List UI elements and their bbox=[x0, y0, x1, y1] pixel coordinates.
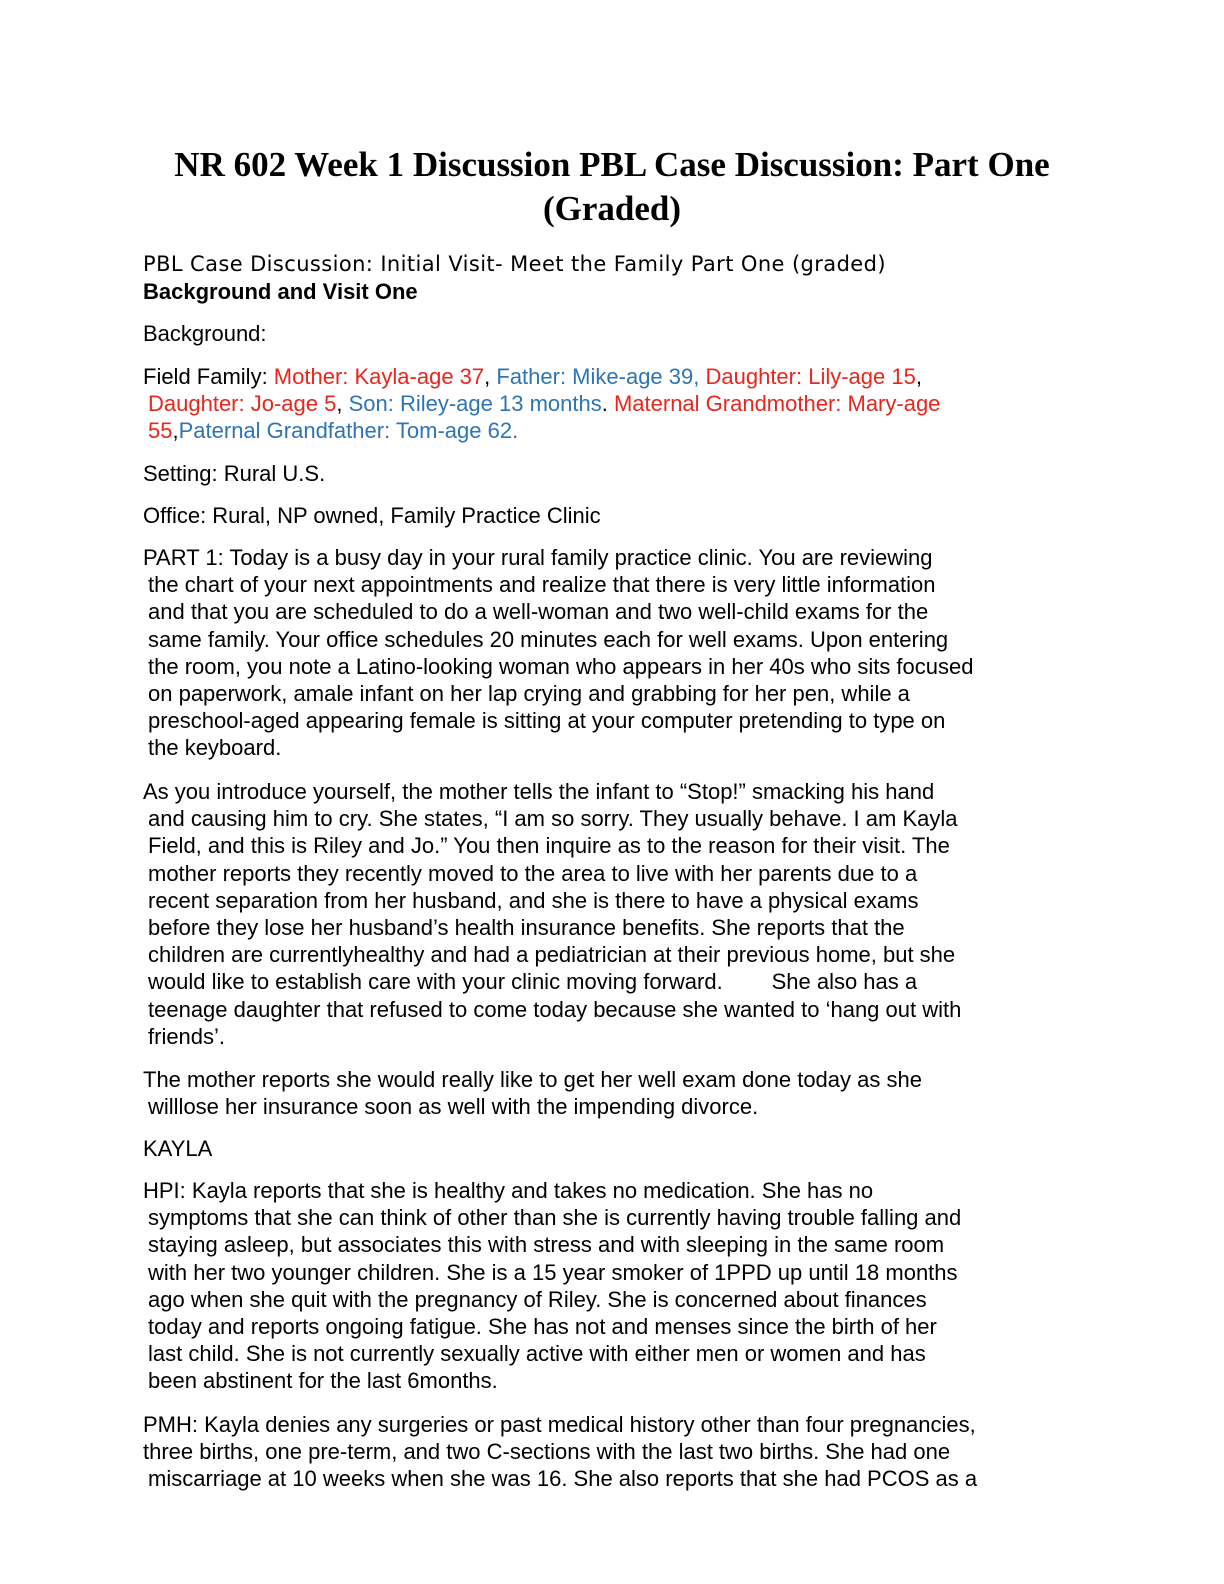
paragraph-line: and causing him to cry. She states, “I am so sorry. They usually behave. I am Kayla bbox=[148, 806, 958, 832]
family-line-1 bbox=[143, 363, 1083, 390]
family-paragraph bbox=[143, 363, 1083, 445]
paragraph-line: friends’. bbox=[148, 1023, 226, 1049]
family-son: Son: Riley-age 13 months bbox=[348, 391, 602, 417]
paragraph-line: been abstinent for the last 6months. bbox=[148, 1368, 498, 1394]
setting-line: Setting: Rural U.S. bbox=[143, 461, 326, 486]
paragraph-line: PMH: Kayla denies any surgeries or past medical history other than four pregnancies, bbox=[143, 1412, 976, 1437]
hpi-paragraph bbox=[143, 1177, 1083, 1395]
paragraph-line: The mother reports she would really like to get her well exam done today as she bbox=[143, 1067, 922, 1092]
paragraph-line: PART 1: Today is a busy day in your rural family practice clinic. You are reviewing bbox=[143, 545, 933, 570]
family-grandmother: Maternal Grandmother: Mary-age bbox=[613, 391, 941, 417]
family-daughter-lily: Daughter: Lily-age 15 bbox=[705, 364, 916, 389]
family-father: Father: Mike-age 39, bbox=[496, 364, 700, 389]
paragraph-line: recent separation from her husband, and she is there to have a physical exams bbox=[148, 887, 919, 913]
paragraph-line: willlose her insurance soon as well with the impending divorce. bbox=[148, 1094, 759, 1120]
part1-paragraph bbox=[143, 544, 1083, 762]
title-line-2: (Graded) bbox=[542, 189, 682, 228]
paragraph-line: before they lose her husband’s health insurance benefits. She reports that the bbox=[148, 915, 905, 941]
paragraph-line: with her two younger children. She is a 15 year smoker of 1PPD up until 18 months bbox=[148, 1259, 958, 1285]
family-line-2 bbox=[143, 390, 1083, 417]
paragraph-line: miscarriage at 10 weeks when she was 16. She also reports that she had PCOS as a bbox=[148, 1466, 978, 1492]
paragraph-line: HPI: Kayla reports that she is healthy and takes no medication. She has no bbox=[143, 1178, 874, 1203]
pmh-paragraph bbox=[143, 1411, 1083, 1493]
paragraph-line: Field, and this is Riley and Jo.” You then inquire as to the reason for their visit. The bbox=[148, 833, 950, 859]
family-label: Field Family: bbox=[143, 364, 274, 389]
paragraph-line: staying asleep, but associates this with stress and with sleeping in the same room bbox=[148, 1232, 945, 1258]
paragraph-line: mother reports they recently moved to the area to live with her parents due to a bbox=[148, 860, 918, 886]
paragraph-line: would like to establish care with your clinic moving forward. She also has a bbox=[148, 969, 918, 995]
paragraph-line: on paperwork, amale infant on her lap crying and grabbing for her pen, while a bbox=[148, 681, 910, 707]
mother-paragraph bbox=[143, 1066, 1083, 1120]
paragraph-line: today and reports ongoing fatigue. She has not and menses since the birth of her bbox=[148, 1314, 937, 1340]
page-title bbox=[100, 143, 1124, 231]
paragraph-line: children are currentlyhealthy and had a pediatrician at their previous home, but she bbox=[148, 942, 956, 968]
paragraph-line: the chart of your next appointments and realize that there is very little information bbox=[148, 572, 936, 598]
separator: , bbox=[336, 391, 349, 417]
paragraph-line: and that you are scheduled to do a well-woman and two well-child exams for the bbox=[148, 599, 929, 625]
family-line-3 bbox=[143, 417, 1083, 444]
family-grandmother-age: 55 bbox=[148, 418, 173, 444]
paragraph-line: last child. She is not currently sexually active with either men or women and has bbox=[148, 1341, 926, 1367]
separator: . bbox=[601, 391, 614, 417]
kayla-heading: KAYLA bbox=[143, 1136, 213, 1161]
title-line-1: NR 602 Week 1 Discussion PBL Case Discussion: Part One bbox=[174, 145, 1050, 184]
separator: , bbox=[484, 364, 497, 389]
paragraph-line: preschool-aged appearing female is sitting at your computer pretending to type on bbox=[148, 708, 946, 734]
separator: , bbox=[172, 418, 179, 444]
background-label: Background: bbox=[143, 321, 267, 346]
section-heading: Background and Visit One bbox=[143, 279, 418, 304]
paragraph-line: the room, you note a Latino-looking woman who appears in her 40s who sits focused bbox=[148, 653, 974, 679]
family-grandfather: Paternal Grandfather: Tom-age 62. bbox=[178, 418, 519, 444]
paragraph-line: As you introduce yourself, the mother tells the infant to “Stop!” smacking his hand bbox=[143, 779, 935, 804]
paragraph-line: teenage daughter that refused to come today because she wanted to ‘hang out with bbox=[148, 996, 962, 1022]
family-mother: Mother: Kayla-age 37 bbox=[273, 364, 485, 389]
separator: , bbox=[915, 364, 922, 389]
paragraph-line: the keyboard. bbox=[148, 735, 282, 761]
paragraph-line: ago when she quit with the pregnancy of Riley. She is concerned about finances bbox=[148, 1286, 927, 1312]
family-daughter-jo: Daughter: Jo-age 5 bbox=[148, 391, 337, 417]
subtitle: PBL Case Discussion: Initial Visit- Meet the Family Part One (graded) bbox=[143, 252, 886, 276]
paragraph-line: same family. Your office schedules 20 minutes each for well exams. Upon entering bbox=[148, 626, 949, 652]
office-line: Office: Rural, NP owned, Family Practice Clinic bbox=[143, 503, 601, 528]
intro-paragraph bbox=[143, 778, 1083, 1050]
paragraph-line: three births, one pre-term, and two C-sections with the last two births. She had one bbox=[143, 1439, 951, 1465]
paragraph-line: symptoms that she can think of other than she is currently having trouble falling and bbox=[148, 1205, 962, 1231]
